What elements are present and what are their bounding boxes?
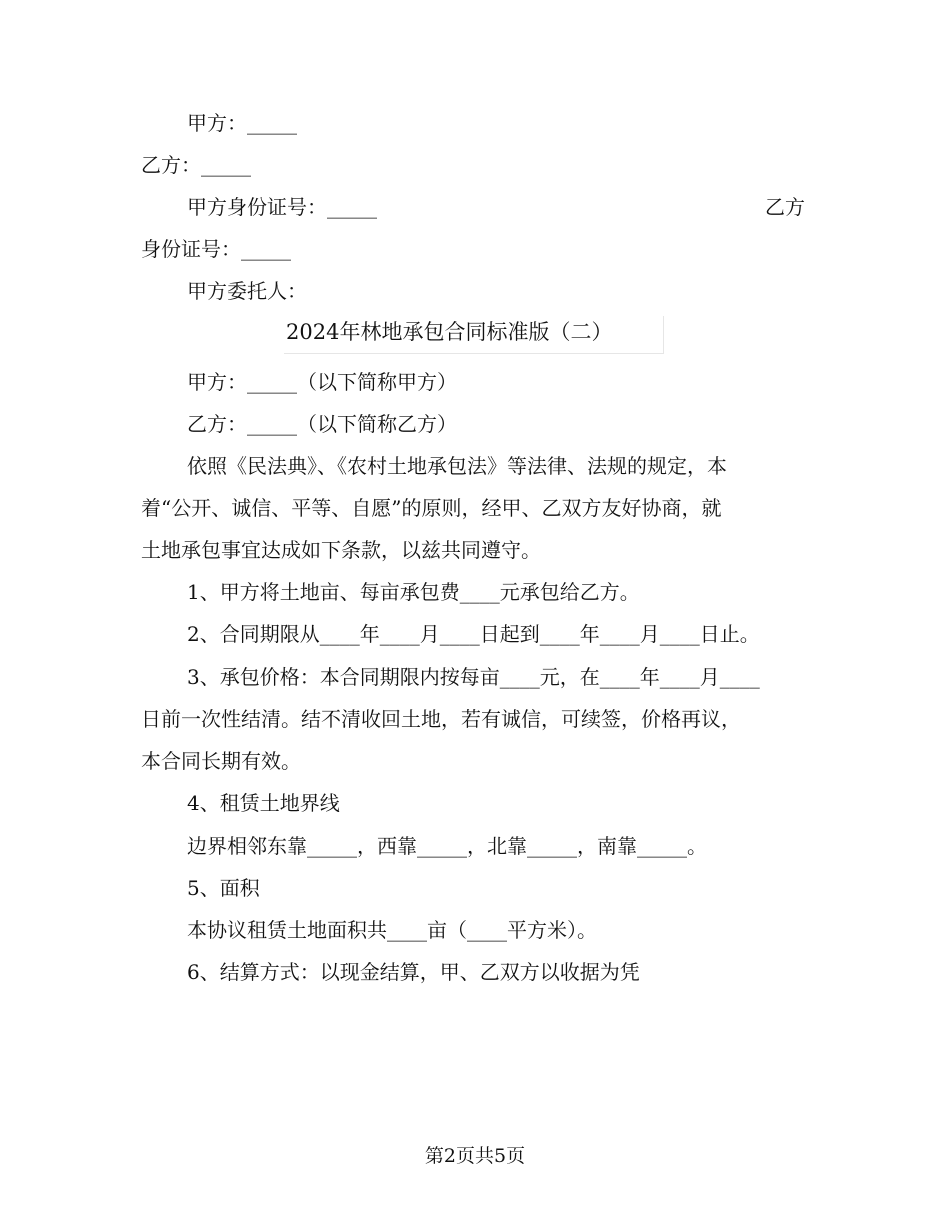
clause-4-boundary: 边界相邻东靠_____，西靠_____，北靠_____，南靠_____。 <box>187 834 707 858</box>
clause-2: 2、合同期限从____年____月____日起到____年____月____日止。 <box>187 622 760 646</box>
party-a-agent-line: 甲方委托人： <box>187 279 307 303</box>
party-b-id-line: 身份证号：_____ <box>141 237 291 261</box>
clause-5-area: 本协议租赁土地面积共____亩（____平方米）。 <box>187 918 597 942</box>
clause-3-line-3: 本合同长期有效。 <box>141 749 301 773</box>
clause-party-b: 乙方：_____（以下简称乙方） <box>187 412 457 436</box>
party-a-id-line: 甲方身份证号：_____ <box>187 195 377 219</box>
contract-title: 2024年林地承包合同标准版（二） <box>284 316 664 354</box>
clause-1: 1、甲方将土地亩、每亩承包费____元承包给乙方。 <box>187 580 640 604</box>
clause-3-line-1: 3、承包价格：本合同期限内按每亩____元，在____年____月____ <box>187 665 760 689</box>
preamble-line-3: 土地承包事宜达成如下条款，以兹共同遵守。 <box>141 538 541 562</box>
clause-6: 6、结算方式：以现金结算，甲、乙双方以收据为凭 <box>187 960 640 984</box>
clause-3-line-2: 日前一次性结清。结不清收回土地，若有诚信，可续签，价格再议， <box>141 707 741 731</box>
party-a-line: 甲方：_____ <box>187 111 297 135</box>
party-b-line: 乙方：_____ <box>141 153 251 177</box>
party-b-id-label: 乙方 <box>765 195 805 219</box>
clause-4-heading: 4、租赁土地界线 <box>187 791 340 815</box>
preamble-line-2: 着“公开、诚信、平等、自愿”的原则，经甲、乙双方友好协商，就 <box>141 496 722 520</box>
preamble-line-1: 依照《民法典》、《农村土地承包法》等法律、法规的规定，本 <box>187 454 727 478</box>
clause-5-heading: 5、面积 <box>187 876 260 900</box>
clause-party-a: 甲方：_____（以下简称甲方） <box>187 370 457 394</box>
page-footer: 第2页共5页 <box>424 1145 526 1167</box>
